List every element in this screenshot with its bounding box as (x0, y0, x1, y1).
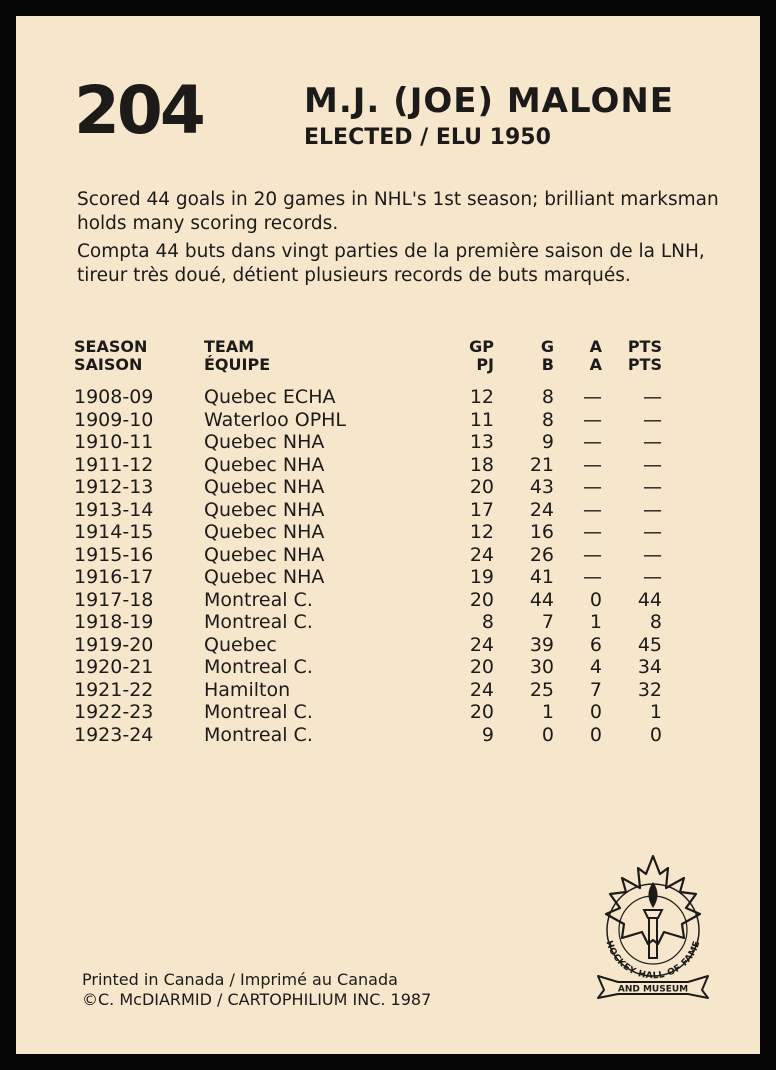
stat-team: Montreal C. (204, 656, 313, 678)
stats-row (74, 724, 662, 747)
stats-row (74, 476, 662, 499)
player-name: M.J. (JOE) MALONE (304, 81, 675, 121)
stat-gp: 20 (469, 588, 494, 611)
stat-team: Quebec NHA (204, 498, 325, 521)
stat-team: Montreal C. (204, 701, 313, 723)
stat-g: 7 (541, 611, 554, 633)
stat-pts: — (643, 476, 662, 498)
stat-pts: 44 (637, 588, 662, 611)
stat-gp: 13 (469, 431, 494, 453)
stat-gp: 20 (469, 701, 494, 723)
elected-year: ELECTED / ELU 1950 (304, 125, 551, 150)
stats-row (74, 679, 662, 702)
stat-g: 26 (529, 543, 554, 566)
stat-g: 43 (529, 476, 554, 498)
header-equipe: ÉQUIPE (204, 355, 271, 374)
stat-gp: 19 (469, 566, 494, 588)
stat-pts: 45 (637, 633, 662, 656)
stat-team: Quebec NHA (204, 566, 325, 588)
stats-row (74, 431, 662, 454)
stat-season: 1921-22 (74, 678, 154, 701)
stat-pts: 1 (649, 701, 662, 723)
header-saison: SAISON (74, 355, 143, 374)
stat-gp: 17 (469, 498, 494, 521)
stat-g: 41 (529, 566, 554, 588)
stats-row (74, 521, 662, 544)
stat-gp: 24 (469, 678, 494, 701)
stat-season: 1913-14 (74, 498, 154, 521)
stat-team: Quebec NHA (204, 543, 325, 566)
stat-season: 1908-09 (74, 386, 154, 408)
stat-gp: 9 (481, 723, 494, 746)
stat-a: 1 (589, 611, 602, 633)
header-pts: PTS (627, 337, 662, 356)
stat-pts: — (643, 566, 662, 588)
stat-pts: — (643, 386, 662, 408)
stats-row (74, 611, 662, 634)
stat-a: 0 (589, 588, 602, 611)
stat-gp: 20 (469, 476, 494, 498)
stats-row (74, 454, 662, 477)
stat-a: 0 (589, 723, 602, 746)
logo-arc-text: HOCKEY HALL OF FAME (603, 939, 703, 982)
stat-gp: 24 (469, 543, 494, 566)
svg-text:HOCKEY HALL OF FAME (603, 940, 702, 982)
stat-g: 1 (541, 701, 554, 723)
header-pts-fr: PTS (627, 355, 662, 374)
stat-a: — (583, 476, 602, 498)
stat-season: 1914-15 (74, 521, 154, 543)
stats-row (74, 544, 662, 567)
stat-gp: 8 (481, 611, 494, 633)
header-team: TEAM (204, 337, 255, 356)
stat-g: 9 (541, 431, 554, 453)
header-pj: PJ (476, 355, 494, 374)
stat-team: Quebec NHA (204, 476, 325, 498)
stat-gp: 11 (469, 408, 494, 431)
stat-pts: 34 (637, 656, 662, 678)
stats-rows (74, 386, 662, 746)
card-back (16, 16, 760, 1054)
torch-flame-icon (648, 882, 657, 908)
stat-team: Quebec ECHA (204, 386, 336, 408)
stats-header-row-english (74, 338, 662, 356)
stat-a: — (583, 543, 602, 566)
stat-season: 1919-20 (74, 633, 154, 656)
stat-season: 1915-16 (74, 543, 154, 566)
stat-team: Quebec NHA (204, 521, 325, 543)
stat-g: 39 (529, 633, 554, 656)
stat-season: 1923-24 (74, 723, 154, 746)
stat-team: Montreal C. (204, 611, 313, 633)
stat-a: 0 (589, 701, 602, 723)
stat-pts: — (643, 408, 662, 431)
bio-english: Scored 44 goals in 20 games in NHL's 1st season; brilliant marksman holds many scoring records. (77, 189, 719, 234)
stat-team: Quebec (204, 633, 277, 656)
header-b: B (541, 355, 554, 374)
stat-g: 44 (529, 588, 554, 611)
stat-team: Montreal C. (204, 588, 313, 611)
stat-season: 1917-18 (74, 588, 154, 611)
copyright-line: ©C. McDIARMID / CARTOPHILIUM INC. 1987 (82, 990, 432, 1009)
stat-pts: 32 (637, 678, 662, 701)
stat-a: — (583, 431, 602, 453)
stats-header-row-french (74, 356, 662, 386)
stat-season: 1910-11 (74, 431, 154, 453)
career-stats-table (74, 338, 662, 746)
stat-team: Quebec NHA (204, 431, 325, 453)
stat-season: 1909-10 (74, 408, 154, 431)
stats-row (74, 589, 662, 612)
logo-banner-text: AND MUSEUM (617, 984, 689, 995)
stat-g: 0 (541, 723, 554, 746)
stat-pts: — (643, 431, 662, 453)
stat-a: 7 (589, 678, 602, 701)
header-a-fr: A (589, 355, 602, 374)
card-number: 204 (74, 72, 203, 149)
header-g: G (540, 337, 554, 356)
stat-pts: 0 (649, 723, 662, 746)
stat-a: 6 (589, 633, 602, 656)
stat-g: 8 (541, 386, 554, 408)
stat-gp: 24 (469, 633, 494, 656)
stat-pts: — (643, 521, 662, 543)
stat-pts: 8 (649, 611, 662, 633)
header-season: SEASON (74, 337, 148, 356)
stat-g: 25 (529, 678, 554, 701)
stat-a: — (583, 566, 602, 588)
stats-row (74, 386, 662, 409)
stat-pts: — (643, 543, 662, 566)
stat-team: Quebec NHA (204, 453, 325, 476)
stat-season: 1912-13 (74, 476, 154, 498)
stat-season: 1918-19 (74, 611, 154, 633)
stat-a: 4 (589, 656, 602, 678)
stats-row (74, 499, 662, 522)
header-a: A (589, 337, 602, 356)
stat-g: 21 (529, 453, 554, 476)
stat-g: 24 (529, 498, 554, 521)
stat-team: Montreal C. (204, 723, 313, 746)
stat-g: 16 (529, 521, 554, 543)
stat-season: 1911-12 (74, 453, 154, 476)
stat-a: — (583, 408, 602, 431)
stat-gp: 12 (469, 521, 494, 543)
stat-g: 30 (529, 656, 554, 678)
stat-season: 1916-17 (74, 566, 154, 588)
stats-row (74, 634, 662, 657)
stats-row (74, 566, 662, 589)
stat-a: — (583, 386, 602, 408)
stat-season: 1920-21 (74, 656, 154, 678)
header-gp: GP (469, 337, 494, 356)
stat-g: 8 (541, 408, 554, 431)
stat-a: — (583, 498, 602, 521)
stats-row (74, 409, 662, 432)
bio-french: Compta 44 buts dans vingt parties de la première saison de la LNH, tireur très doué, détient plusieurs records de buts marqués. (77, 241, 705, 286)
stat-team: Hamilton (204, 678, 291, 701)
stat-team: Waterloo OPHL (204, 408, 347, 431)
printed-in-canada: Printed in Canada / Imprimé au Canada (82, 970, 398, 989)
stat-pts: — (643, 453, 662, 476)
stat-a: — (583, 521, 602, 543)
hall-of-fame-logo-icon (588, 848, 718, 1018)
stat-pts: — (643, 498, 662, 521)
stat-season: 1922-23 (74, 701, 154, 723)
stats-row (74, 701, 662, 724)
stat-gp: 12 (469, 386, 494, 408)
stat-gp: 18 (469, 453, 494, 476)
stat-a: — (583, 453, 602, 476)
stat-gp: 20 (469, 656, 494, 678)
stats-row (74, 656, 662, 679)
